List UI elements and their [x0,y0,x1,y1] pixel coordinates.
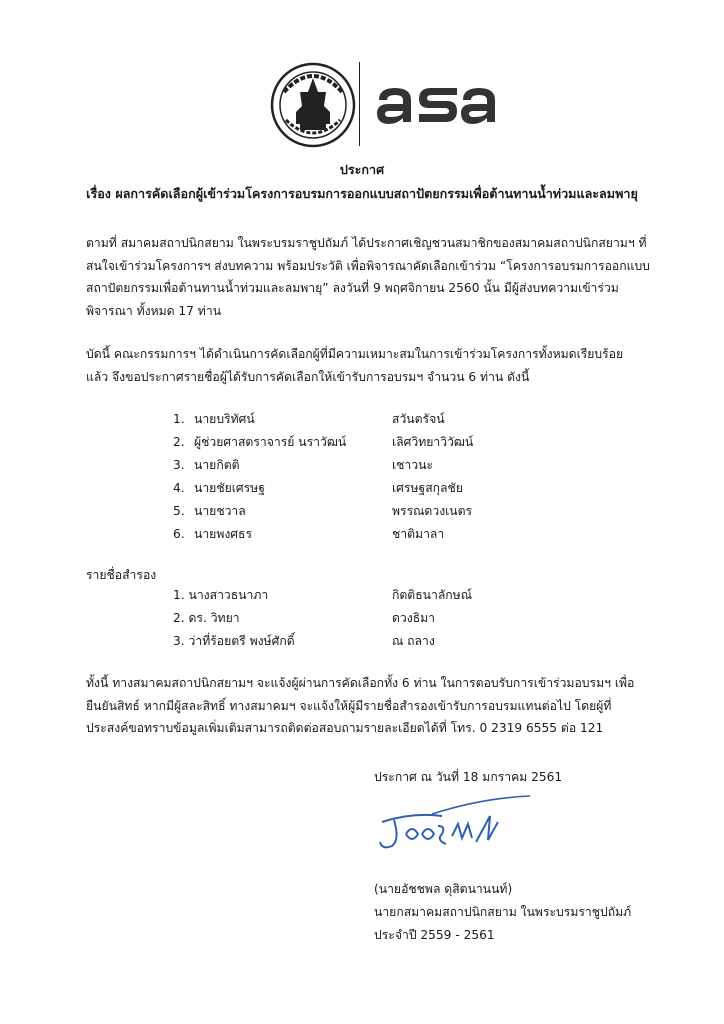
paragraph-line: แล้ว จึงขอประกาศรายชื่อผู้ได้รับการคัดเลือกให้เข้ารับการอบรมฯ จำนวน 6 ท่าน ดังนี้ [86,369,530,384]
list-item [0,584,724,607]
paragraph-line: ตามที่ สมาคมสถาปนิกสยาม ในพระบรมราชูปถัมภ์ ได้ประกาศเชิญชวนสมาชิกของสมาคมสถาปนิกสยามฯ ที่ [86,236,647,250]
item-name: นายชวาล [194,504,246,518]
announcement-date: ประกาศ ณ วันที่ 18 มกราคม 2561 [374,770,563,784]
paragraph-line: ประสงค์ขอทราบข้อมูลเพิ่มเติมสามารถติดต่อสอบถามรายละเอียดได้ที่ โทร. 0 2319 6555 ต่อ 121 [86,721,604,735]
item-surname: ชาติมาลา [392,527,445,541]
asa-logo-icon [375,82,499,126]
item-surname: สวันตรัจน์ [392,412,445,426]
item-number: 4. [173,481,185,495]
paragraph-line: สนใจเข้าร่วมโครงการฯ ส่งบทความ พร้อมประวัติ เพื่อพิจารณาคัดเลือกเข้าร่วม “โครงการอบรมการออกแบบ [86,258,650,273]
paragraph-intro [86,232,650,322]
logo-divider [359,62,360,146]
asa-seal-icon [270,62,356,148]
item-name: 2. ดร. วิทยา [173,611,240,625]
list-item [0,630,724,653]
item-name: 1. นางสาวธนาภา [173,588,269,602]
list-item [0,477,724,500]
item-name: 3. ว่าที่ร้อยตรี พงษ์ศักดิ์ [173,634,295,648]
paragraph-line: สถาปัตยกรรมเพื่อต้านทานน้ำท่วมและลมพายุ” ลงวันที่ 9 พฤศจิกายน 2560 นั้น มีผู้ส่งบทความเข้าร่วม [86,281,619,295]
item-number: 6. [173,527,185,541]
signer-term: ประจำปี 2559 - 2561 [374,928,495,942]
reserve-heading: รายชื่อสำรอง [86,568,157,582]
paragraph-line: พิจารณา ทั้งหมด 17 ท่าน [86,303,222,318]
announcement-subject: เรื่อง ผลการคัดเลือกผู้เข้าร่วมโครงการอบรมการออกแบบสถาปัตยกรรมเพื่อต้านทานน้ำท่วมและลมพายุ [86,186,638,201]
announcement-heading: ประกาศ [339,162,385,177]
reserve-list [0,584,724,653]
header-logos [270,60,500,150]
item-surname: เลิศวิทยาวิวัฒน์ [392,435,474,449]
signer-title: นายกสมาคมสถาปนิกสยาม ในพระบรมราชูปถัมภ์ [374,905,632,919]
item-name: นายกิตติ [194,458,240,472]
paragraph-line: ทั้งนี้ ทางสมาคมสถาปนิกสยามฯ จะแจ้งผู้ผ่านการคัดเลือกทั้ง 6 ท่าน ในการตอบรับการเข้าร่วมอบรมฯ เพื่อ [86,676,635,690]
paragraph-notice [86,672,646,740]
item-surname: กิตติธนาลักษณ์ [392,588,473,602]
item-surname: ดวงธิมา [392,611,436,625]
selected-list [0,408,724,546]
list-item [0,454,724,477]
item-number: 5. [173,504,185,518]
item-surname: เชาวนะ [392,458,434,472]
item-name: นายพงศธร [194,527,253,541]
signature [372,790,532,860]
paragraph-line: ยืนยันสิทธ์ หากมีผู้สละสิทธิ์ ทางสมาคมฯ จะแจ้งให้ผู้มีรายชื่อสำรองเข้ารับการอบรมแทนต่อไป โดยผู้ที่ [86,698,612,713]
paragraph-line: บัดนี้ คณะกรรมการฯ ได้ดำเนินการคัดเลือกผู้ที่มีความเหมาะสมในการเข้าร่วมโครงการทั้งหมดเรียบร้อย [86,347,624,361]
item-surname: เศรษฐสกุลชัย [392,481,463,495]
list-item [0,500,724,523]
list-item [0,408,724,431]
list-item [0,523,724,546]
signer-name: (นายอัชชพล ดุสิตนานนท์) [374,882,513,896]
item-surname: ณ ถลาง [392,634,435,648]
paragraph-result [86,343,646,388]
item-name: นายบริทัศน์ [194,412,255,426]
item-name: ผู้ช่วยศาสตราจารย์ นราวัฒน์ [194,435,347,449]
signature-icon [372,790,532,860]
item-name: นายชัยเศรษฐ [194,481,265,495]
list-item [0,431,724,454]
item-number: 1. [173,412,185,426]
item-surname: พรรณดวงเนตร [392,504,473,518]
item-number: 2. [173,435,185,449]
list-item [0,607,724,630]
item-number: 3. [173,458,185,472]
